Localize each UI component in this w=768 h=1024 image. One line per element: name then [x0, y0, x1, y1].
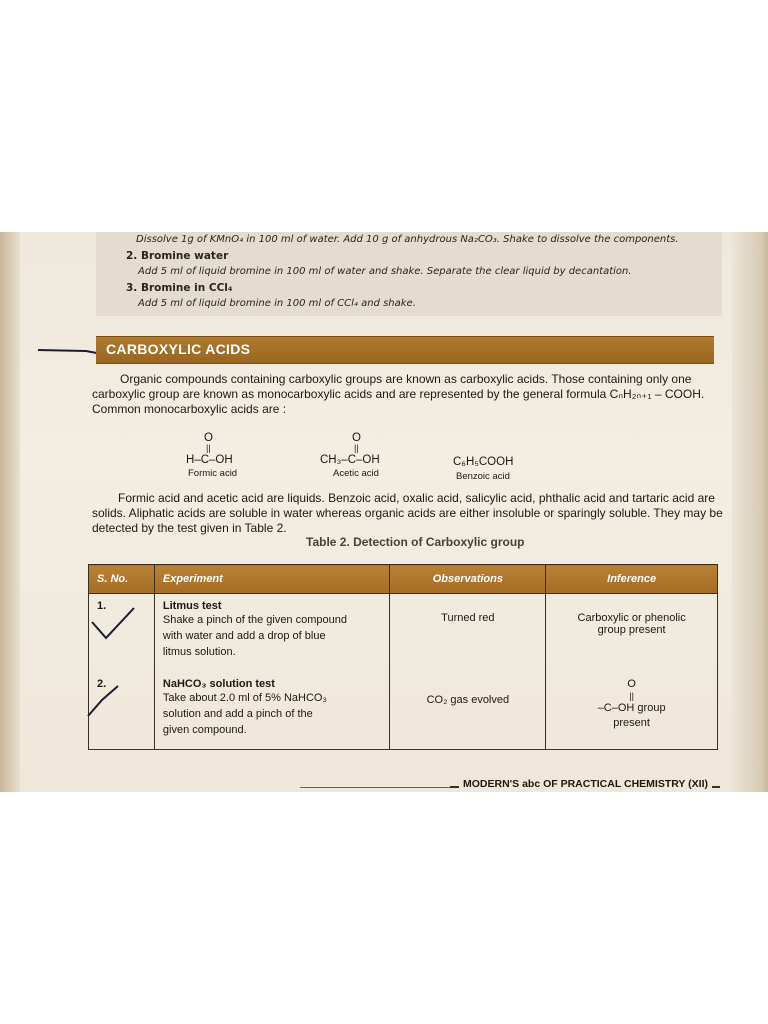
- header-inference: Inference: [546, 565, 718, 594]
- row-2-inference: [546, 672, 718, 750]
- row-2-inference-present: present: [613, 716, 650, 729]
- formic-formula: H–C–OH: [186, 454, 233, 466]
- intro-line-1: Organic compounds containing carboxylic groups are known as carboxylic acids. Those containing only one: [120, 372, 692, 386]
- row-1-sno: 1.: [89, 594, 155, 672]
- row-1-test-line-3: litmus solution.: [162, 646, 236, 658]
- intro-line-2: carboxylic group are known as monocarboxylic acids and are represented by the general formula CₙH₂ₙ₊₁ – COOH.: [92, 387, 705, 401]
- header-observations: Observations: [390, 565, 546, 594]
- page-edge-right: [732, 232, 768, 792]
- reagent-item-3-title: 3. Bromine in CCl₄: [126, 282, 233, 294]
- reagent-line-1: Dissolve 1g of KMnO₄ in 100 ml of water. Add 10 g of anhydrous Na₂CO₃. Shake to dissolve the components.: [136, 234, 679, 245]
- reagent-item-2-title: 2. Bromine water: [126, 250, 229, 262]
- para2-line-1: Formic acid and acetic acid are liquids. Benzoic acid, oxalic acid, salicylic acid, phthalic acid and tartaric acid are: [118, 491, 715, 505]
- row-2-experiment: [154, 672, 390, 750]
- para2-line-3: detected by the test given in Table 2.: [92, 521, 287, 535]
- row-2-observation: CO₂ gas evolved: [390, 672, 546, 750]
- row-1-test-line-1: Shake a pinch of the given compound: [162, 614, 347, 626]
- footer-title: MODERN'S abc OF PRACTICAL CHEMISTRY (XII): [459, 778, 712, 790]
- benzoic-name: Benzoic acid: [456, 471, 510, 482]
- acetic-name: Acetic acid: [333, 468, 379, 479]
- table-row: [89, 672, 718, 750]
- row-2-inference-group: –C–OH group: [597, 701, 666, 714]
- row-1-inference-line-1: Carboxylic or phenolic: [577, 612, 686, 624]
- acetic-double-bond: ||: [354, 443, 359, 453]
- reagent-item-2-body: Add 5 ml of liquid bromine in 100 ml of water and shake. Separate the clear liquid by decantation.: [138, 266, 632, 277]
- pen-tick-row-2: [84, 682, 124, 722]
- formic-name: Formic acid: [188, 468, 238, 479]
- row-2-inference-double-bond: ||: [629, 690, 634, 701]
- row-1-observation: Turned red: [390, 594, 546, 672]
- row-1-inference: [546, 594, 718, 672]
- acetic-carbonyl-o: O: [352, 432, 361, 444]
- pen-tick-row-1: [90, 604, 140, 644]
- footer-rule-left: [300, 787, 450, 788]
- intro-line-3: Common monocarboxylic acids are :: [92, 402, 287, 416]
- section-title: CARBOXYLIC ACIDS: [106, 341, 251, 357]
- row-2-inference-o: O: [627, 677, 636, 690]
- row-2-sno: 2.: [89, 672, 155, 750]
- table-row: [89, 594, 718, 672]
- header-sno: S. No.: [89, 565, 155, 594]
- detection-table: [88, 564, 718, 750]
- table-header-row: [89, 565, 718, 594]
- header-experiment: Experiment: [154, 565, 390, 594]
- reagent-item-3-body: Add 5 ml of liquid bromine in 100 ml of CCl₄ and shake.: [138, 298, 416, 309]
- formic-carbonyl-o: O: [204, 432, 213, 444]
- table-caption: Table 2. Detection of Carboxylic group: [306, 535, 525, 549]
- row-1-experiment: [154, 594, 390, 672]
- row-2-test-line-2: solution and add a pinch of the: [162, 707, 313, 720]
- benzoic-formula: C₆H₅COOH: [453, 456, 514, 468]
- para2-line-2: solids. Aliphatic acids are soluble in water whereas organic acids are either insoluble or sparingly soluble. They may be: [92, 506, 723, 520]
- section-banner: [96, 336, 714, 364]
- formic-double-bond: ||: [206, 443, 211, 453]
- row-1-test-title: Litmus test: [162, 600, 222, 612]
- row-2-test-line-1: Take about 2.0 ml of 5% NaHCO₃: [162, 691, 327, 704]
- row-2-test-line-3: given compound.: [162, 723, 247, 736]
- row-1-test-line-2: with water and add a drop of blue: [162, 630, 326, 642]
- row-2-test-title: NaHCO₃ solution test: [162, 677, 275, 690]
- page-edge-left: [0, 232, 20, 792]
- book-page: [0, 232, 768, 792]
- row-1-inference-line-2: group present: [597, 624, 666, 636]
- acetic-formula: CH₃–C–OH: [320, 454, 380, 466]
